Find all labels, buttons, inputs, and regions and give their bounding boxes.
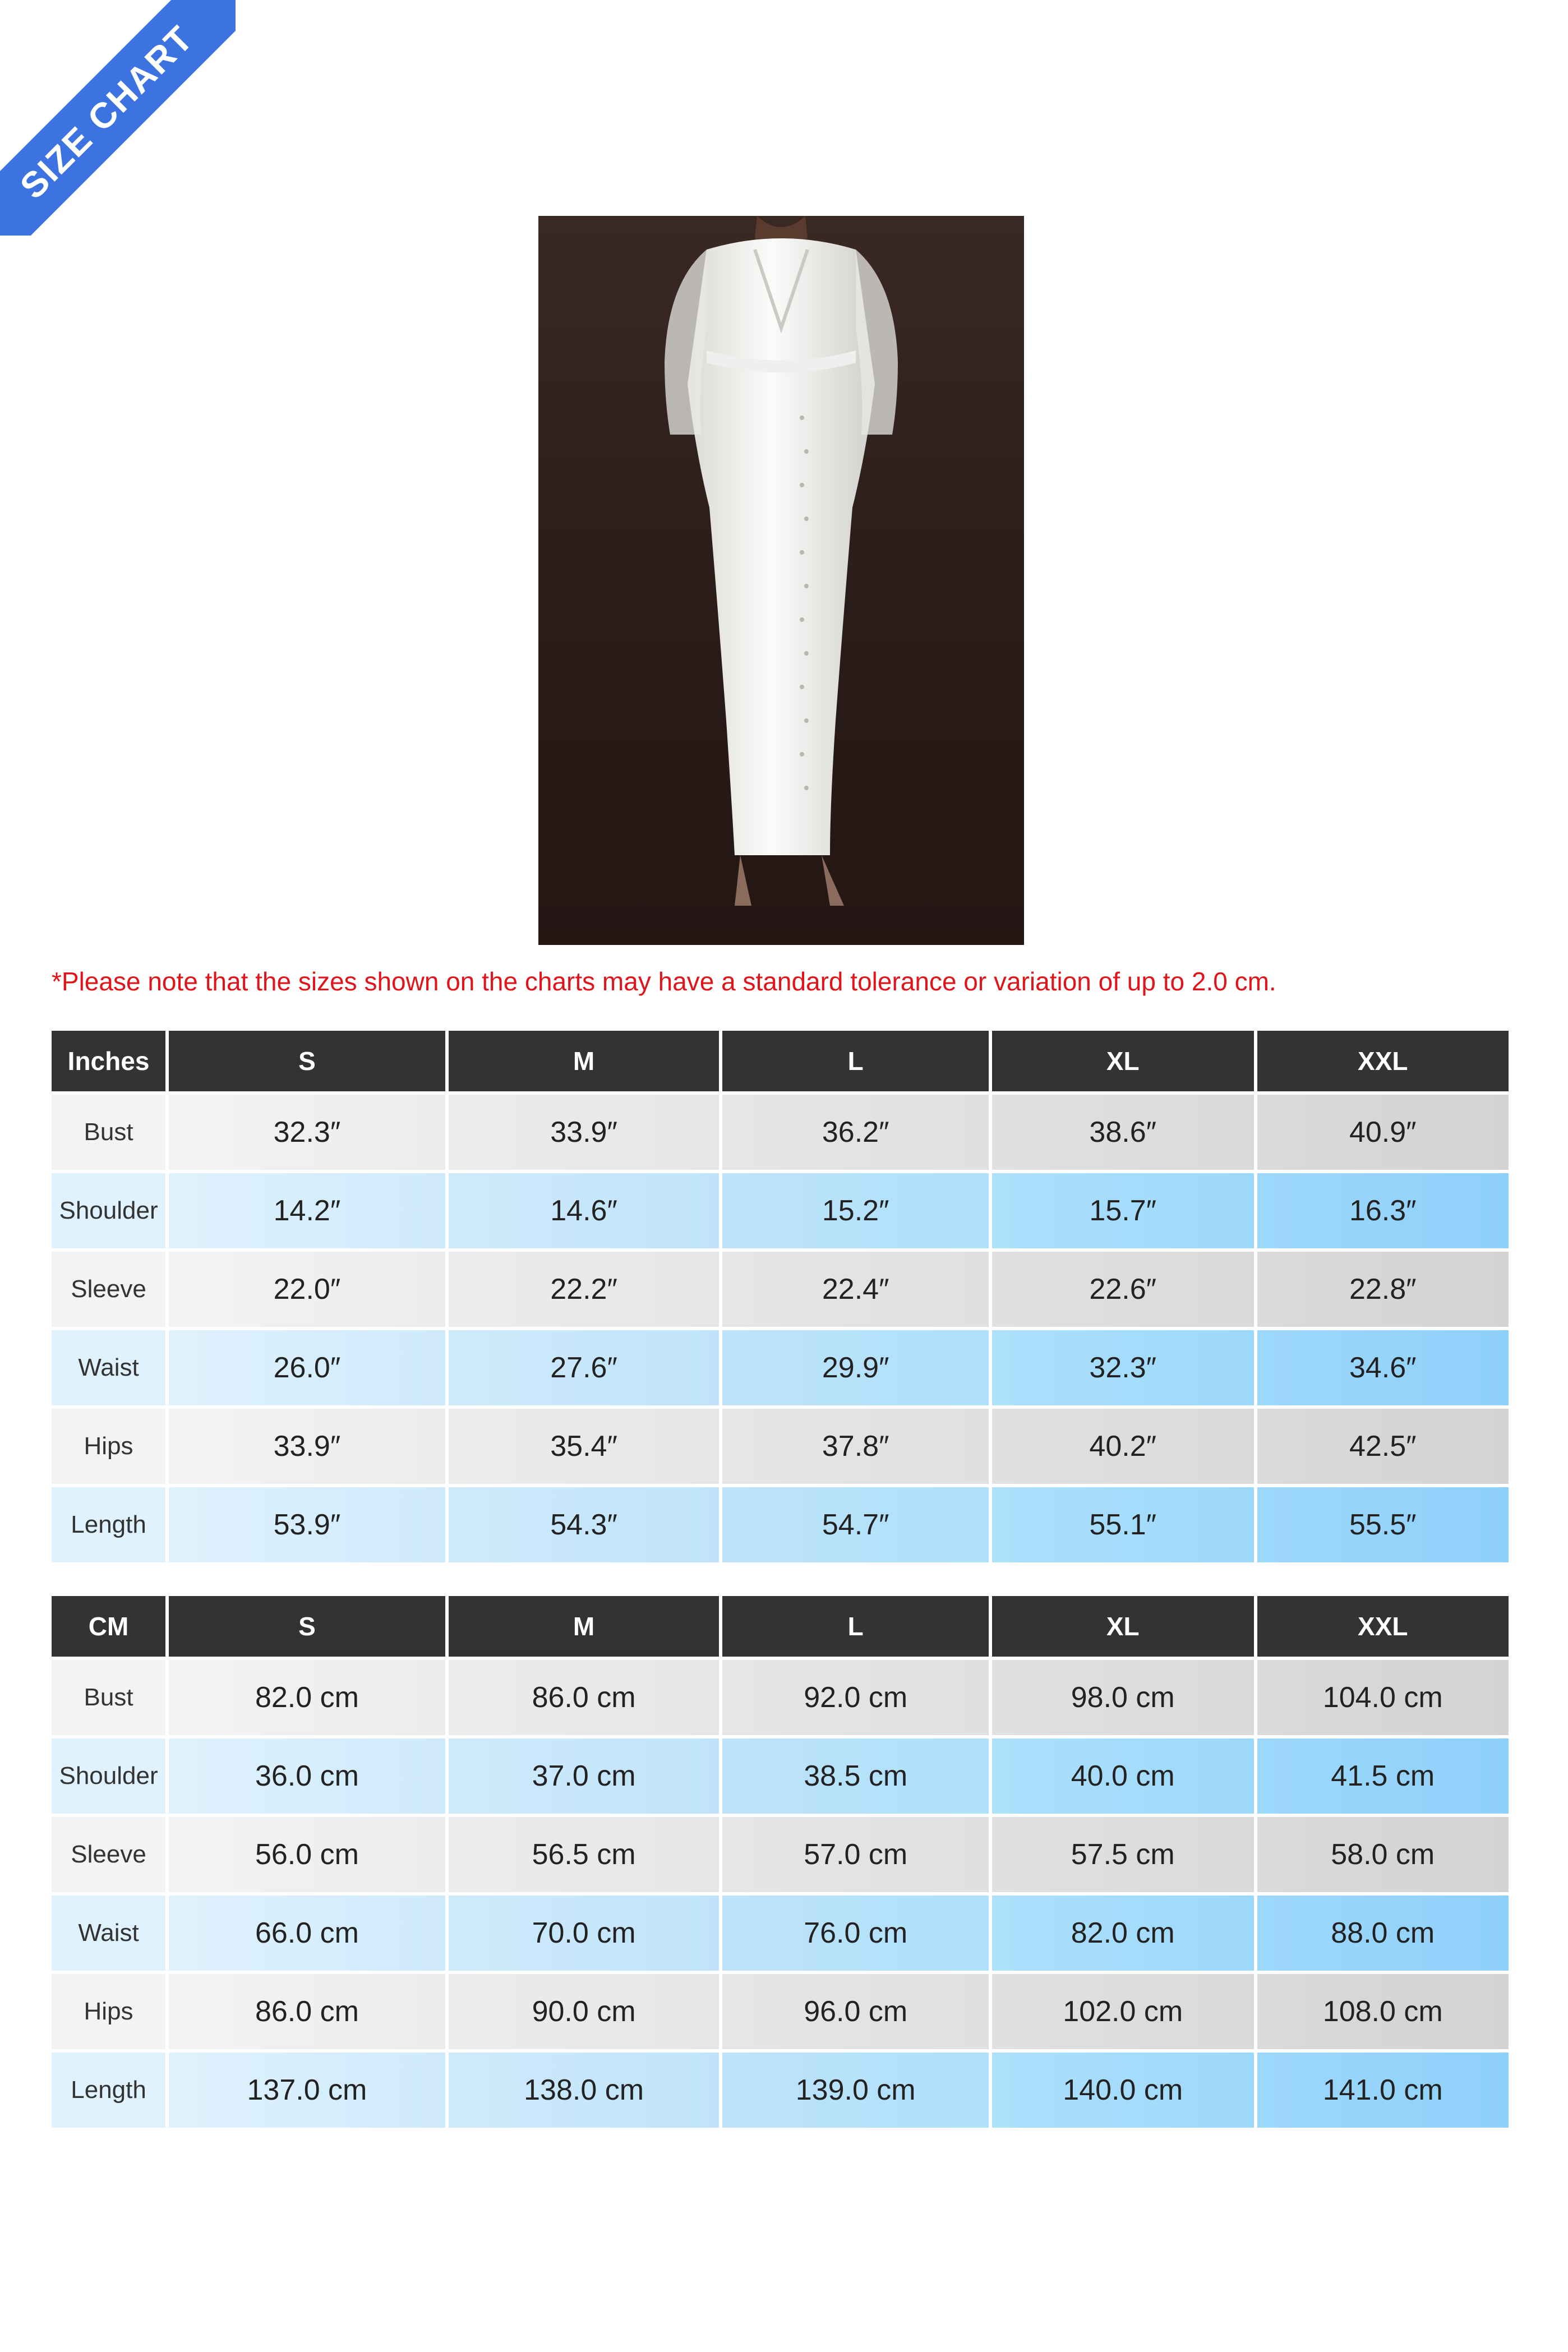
table-cell: 22.6″ <box>992 1252 1254 1327</box>
table-cell: 22.0″ <box>169 1252 445 1327</box>
table-cell: 36.2″ <box>722 1095 989 1170</box>
table-row <box>52 1409 1509 1484</box>
table-cell: 98.0 cm <box>992 1660 1254 1735</box>
header-cell: XL <box>992 1031 1254 1091</box>
table-cell: 40.9″ <box>1257 1095 1509 1170</box>
table-cell: 108.0 cm <box>1257 1974 1509 2049</box>
table-cell: 22.8″ <box>1257 1252 1509 1327</box>
table-cell: 140.0 cm <box>992 2053 1254 2128</box>
header-cell: S <box>169 1031 445 1091</box>
table-cell: 139.0 cm <box>722 2053 989 2128</box>
row-label: Length <box>52 1487 165 1562</box>
table-cell: 27.6″ <box>449 1330 720 1405</box>
table-cell: 33.9″ <box>169 1409 445 1484</box>
table-cell: 29.9″ <box>722 1330 989 1405</box>
table-cell: 57.0 cm <box>722 1817 989 1892</box>
row-label: Shoulder <box>52 1173 165 1248</box>
table-cell: 104.0 cm <box>1257 1660 1509 1735</box>
product-photo <box>538 216 1024 945</box>
table-cell: 102.0 cm <box>992 1974 1254 2049</box>
table-cell: 38.5 cm <box>722 1738 989 1814</box>
table-cell: 22.4″ <box>722 1252 989 1327</box>
header-cell: M <box>449 1031 720 1091</box>
table-cell: 86.0 cm <box>169 1974 445 2049</box>
table-cell: 35.4″ <box>449 1409 720 1484</box>
table-cell: 90.0 cm <box>449 1974 720 2049</box>
table-row <box>52 1095 1509 1170</box>
table-row <box>52 2053 1509 2128</box>
header-cell: CM <box>52 1596 165 1657</box>
table-cell: 34.6″ <box>1257 1330 1509 1405</box>
row-label: Sleeve <box>52 1817 165 1892</box>
row-label: Waist <box>52 1330 165 1405</box>
table-cell: 76.0 cm <box>722 1896 989 1971</box>
table-cell: 86.0 cm <box>449 1660 720 1735</box>
table-row <box>52 1252 1509 1327</box>
table-cell: 55.1″ <box>992 1487 1254 1562</box>
table-cell: 56.0 cm <box>169 1817 445 1892</box>
table-cell: 82.0 cm <box>992 1896 1254 1971</box>
table-cell: 14.2″ <box>169 1173 445 1248</box>
table-row <box>52 1817 1509 1892</box>
inches-size-table <box>48 1027 1512 1566</box>
row-label: Bust <box>52 1660 165 1735</box>
table-cell: 55.5″ <box>1257 1487 1509 1562</box>
row-label: Waist <box>52 1896 165 1971</box>
table-cell: 137.0 cm <box>169 2053 445 2128</box>
cm-size-table <box>48 1593 1512 2131</box>
table-cell: 92.0 cm <box>722 1660 989 1735</box>
table-row <box>52 1487 1509 1562</box>
header-cell: XL <box>992 1596 1254 1657</box>
row-label: Hips <box>52 1409 165 1484</box>
table-cell: 66.0 cm <box>169 1896 445 1971</box>
table-cell: 53.9″ <box>169 1487 445 1562</box>
table-cell: 54.3″ <box>449 1487 720 1562</box>
table-cell: 16.3″ <box>1257 1173 1509 1248</box>
table-cell: 56.5 cm <box>449 1817 720 1892</box>
table-header-row <box>52 1596 1509 1657</box>
row-label: Sleeve <box>52 1252 165 1327</box>
header-cell: M <box>449 1596 720 1657</box>
table-cell: 22.2″ <box>449 1252 720 1327</box>
row-label: Shoulder <box>52 1738 165 1814</box>
table-row <box>52 1660 1509 1735</box>
tolerance-note: *Please note that the sizes shown on the charts may have a standard tolerance or variation of up to 2.0 cm. <box>52 967 1276 996</box>
table-cell: 141.0 cm <box>1257 2053 1509 2128</box>
table-cell: 40.0 cm <box>992 1738 1254 1814</box>
table-row <box>52 1173 1509 1248</box>
row-label: Length <box>52 2053 165 2128</box>
table-cell: 32.3″ <box>992 1330 1254 1405</box>
table-cell: 26.0″ <box>169 1330 445 1405</box>
size-chart-badge-label: SIZE CHART <box>0 0 236 236</box>
header-cell: XXL <box>1257 1031 1509 1091</box>
table-cell: 57.5 cm <box>992 1817 1254 1892</box>
table-row <box>52 1896 1509 1971</box>
table-cell: 96.0 cm <box>722 1974 989 2049</box>
header-cell: XXL <box>1257 1596 1509 1657</box>
table-cell: 138.0 cm <box>449 2053 720 2128</box>
table-cell: 38.6″ <box>992 1095 1254 1170</box>
table-row <box>52 1974 1509 2049</box>
table-header-row <box>52 1031 1509 1091</box>
table-cell: 88.0 cm <box>1257 1896 1509 1971</box>
table-cell: 54.7″ <box>722 1487 989 1562</box>
table-row <box>52 1330 1509 1405</box>
size-chart-badge <box>0 0 236 236</box>
table-cell: 58.0 cm <box>1257 1817 1509 1892</box>
table-cell: 82.0 cm <box>169 1660 445 1735</box>
table-row <box>52 1738 1509 1814</box>
row-label: Hips <box>52 1974 165 2049</box>
table-cell: 70.0 cm <box>449 1896 720 1971</box>
table-cell: 42.5″ <box>1257 1409 1509 1484</box>
header-cell: L <box>722 1031 989 1091</box>
table-cell: 14.6″ <box>449 1173 720 1248</box>
table-cell: 15.2″ <box>722 1173 989 1248</box>
table-cell: 37.8″ <box>722 1409 989 1484</box>
header-cell: Inches <box>52 1031 165 1091</box>
table-cell: 32.3″ <box>169 1095 445 1170</box>
header-cell: L <box>722 1596 989 1657</box>
table-cell: 33.9″ <box>449 1095 720 1170</box>
table-cell: 40.2″ <box>992 1409 1254 1484</box>
dress-illustration <box>538 216 1024 945</box>
row-label: Bust <box>52 1095 165 1170</box>
table-cell: 15.7″ <box>992 1173 1254 1248</box>
table-cell: 36.0 cm <box>169 1738 445 1814</box>
table-cell: 41.5 cm <box>1257 1738 1509 1814</box>
table-cell: 37.0 cm <box>449 1738 720 1814</box>
header-cell: S <box>169 1596 445 1657</box>
